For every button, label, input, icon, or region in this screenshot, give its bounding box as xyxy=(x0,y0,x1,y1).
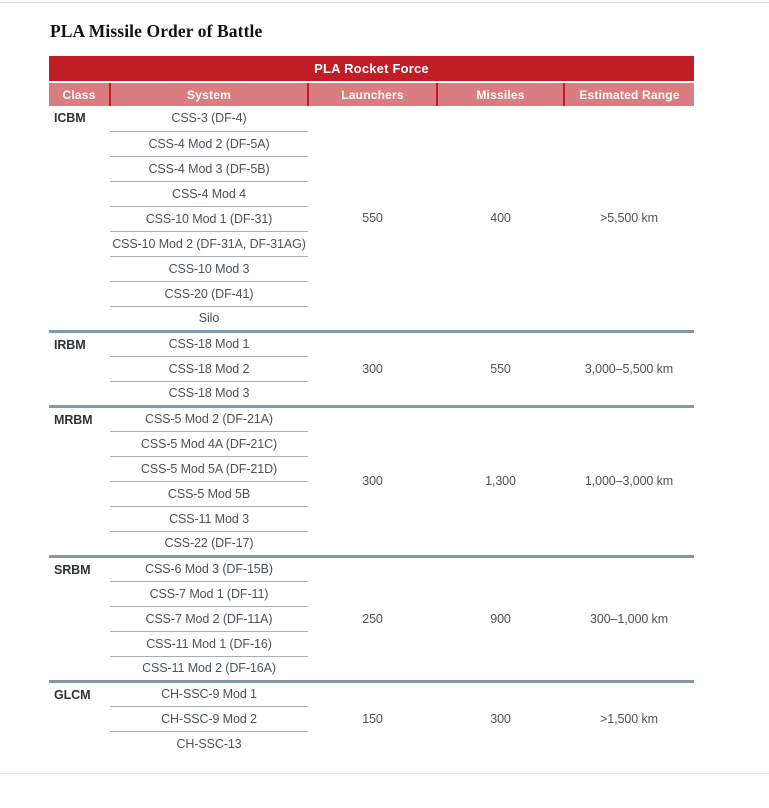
system-name: CSS-5 Mod 4A (DF-21C) xyxy=(110,431,308,456)
missiles-value: 400 xyxy=(490,210,511,225)
column-header-class: Class xyxy=(49,82,110,106)
system-name: CSS-20 (DF-41) xyxy=(110,281,308,306)
table-header xyxy=(49,56,694,106)
table-row xyxy=(49,556,694,581)
system-name: CSS-6 Mod 3 (DF-15B) xyxy=(110,556,308,581)
column-header-missiles: Missiles xyxy=(437,82,564,106)
table-row xyxy=(49,331,694,356)
table-title: PLA Rocket Force xyxy=(49,56,694,82)
system-name: CSS-4 Mod 2 (DF-5A) xyxy=(110,131,308,156)
system-name: CSS-3 (DF-4) xyxy=(110,106,308,131)
system-name: CSS-5 Mod 5B xyxy=(110,481,308,506)
bottom-divider xyxy=(0,773,769,774)
estimated-range-value: >1,500 km xyxy=(564,681,694,756)
column-header-launchers: Launchers xyxy=(308,82,437,106)
class-label: IRBM xyxy=(49,331,110,406)
system-name: CSS-10 Mod 1 (DF-31) xyxy=(110,206,308,231)
estimated-range-value: 3,000–5,500 km xyxy=(564,331,694,406)
missiles-value: 300 xyxy=(437,681,564,756)
class-label: SRBM xyxy=(49,556,110,681)
table-row xyxy=(49,406,694,431)
system-name: CSS-7 Mod 1 (DF-11) xyxy=(110,581,308,606)
system-name: CH-SSC-13 xyxy=(176,736,242,751)
estimated-range-value: >5,500 km xyxy=(600,210,658,225)
launchers-value: 300 xyxy=(308,406,437,556)
column-header-system: System xyxy=(110,82,308,106)
missile-order-of-battle-table xyxy=(49,56,694,756)
system-name: CSS-5 Mod 2 (DF-21A) xyxy=(110,406,308,431)
system-name: Silo xyxy=(198,311,220,325)
system-name: CSS-4 Mod 4 xyxy=(110,181,308,206)
class-label: GLCM xyxy=(49,681,110,756)
column-header-row xyxy=(49,82,694,106)
system-name: CSS-5 Mod 5A (DF-21D) xyxy=(110,456,308,481)
table-title-band xyxy=(49,56,694,82)
system-name: CSS-10 Mod 2 (DF-31A, DF-31AG) xyxy=(110,231,308,256)
table-row xyxy=(49,106,694,131)
top-divider xyxy=(0,2,769,3)
missiles-value: 900 xyxy=(437,556,564,681)
system-name: CSS-11 Mod 3 xyxy=(110,506,308,531)
class-label: MRBM xyxy=(49,406,110,556)
launchers-value: 550 xyxy=(362,210,383,225)
system-name: CSS-7 Mod 2 (DF-11A) xyxy=(110,606,308,631)
system-name: CSS-18 Mod 1 xyxy=(110,331,308,356)
launchers-value: 300 xyxy=(308,331,437,406)
class-label: ICBM xyxy=(54,111,86,125)
launchers-value: 250 xyxy=(308,556,437,681)
system-name: CH-SSC-9 Mod 2 xyxy=(110,706,308,731)
page-title: PLA Missile Order of Battle xyxy=(50,21,263,41)
system-name: CSS-10 Mod 3 xyxy=(110,256,308,281)
missiles-value: 1,300 xyxy=(437,406,564,556)
system-name: CSS-18 Mod 3 xyxy=(168,386,250,400)
system-name: CSS-18 Mod 2 xyxy=(110,356,308,381)
system-name: CSS-11 Mod 2 (DF-16A) xyxy=(142,661,276,675)
table-row xyxy=(49,681,694,706)
system-name: CSS-22 (DF-17) xyxy=(164,536,254,550)
estimated-range-value: 1,000–3,000 km xyxy=(564,406,694,556)
system-name: CSS-11 Mod 1 (DF-16) xyxy=(110,631,308,656)
column-header-estimated-range: Estimated Range xyxy=(564,82,694,106)
launchers-value: 150 xyxy=(308,681,437,756)
estimated-range-value: 300–1,000 km xyxy=(564,556,694,681)
missiles-value: 550 xyxy=(437,331,564,406)
missile-table-body xyxy=(49,106,694,756)
system-name: CH-SSC-9 Mod 1 xyxy=(110,681,308,706)
system-name: CSS-4 Mod 3 (DF-5B) xyxy=(110,156,308,181)
